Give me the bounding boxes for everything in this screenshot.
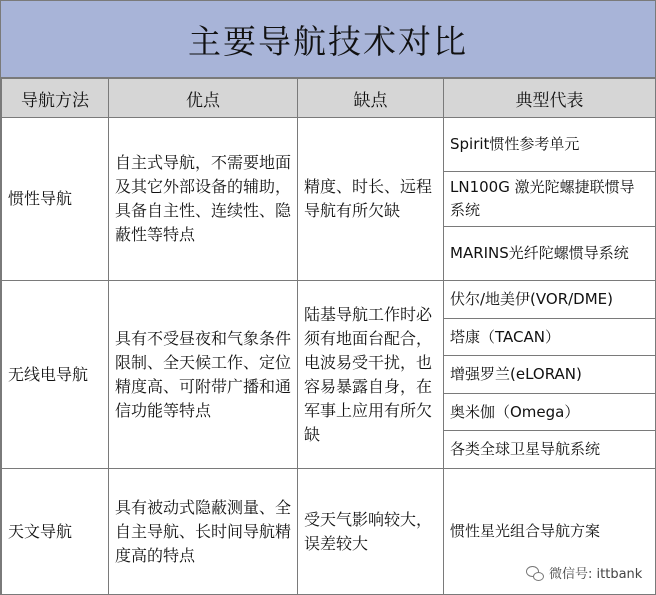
- cons-cell: 受天气影响较大，误差较大: [298, 469, 444, 595]
- watermark-text: 微信号: ittbank: [549, 567, 643, 582]
- representative-cell: LN100G 激光陀螺捷联惯导系统: [444, 172, 656, 227]
- pros-cell: 具有被动式隐蔽测量、全自主导航、长时间导航精度高的特点: [109, 469, 298, 595]
- cons-cell: 精度、时长、远程导航有所欠缺: [298, 118, 444, 281]
- representative-cell: 增强罗兰(eLORAN): [444, 356, 656, 394]
- table-row: [2, 281, 656, 319]
- method-cell: 天文导航: [2, 469, 109, 595]
- method-cell: 无线电导航: [2, 281, 109, 469]
- representative-cell: MARINS光纤陀螺惯导系统: [444, 227, 656, 281]
- header-row: [2, 79, 656, 118]
- representative-cell: 惯性星光组合导航方案: [444, 469, 656, 595]
- header-method: 导航方法: [2, 79, 109, 118]
- representative-cell: 各类全球卫星导航系统: [444, 431, 656, 469]
- pros-cell: 具有不受昼夜和气象条件限制、全天候工作、定位精度高、可附带广播和通信功能等特点: [109, 281, 298, 469]
- representative-cell: Spirit惯性参考单元: [444, 118, 656, 172]
- cons-cell: 陆基导航工作时必须有地面台配合，电波易受干扰，也容易暴露自身，在军事上应用有所欠缺: [298, 281, 444, 469]
- wechat-icon: [526, 565, 544, 581]
- page-title: 主要导航技术对比: [1, 1, 655, 78]
- header-representatives: 典型代表: [444, 79, 656, 118]
- header-pros: 优点: [109, 79, 298, 118]
- pros-cell: 自主式导航，不需要地面及其它外部设备的辅助，具备自主性、连续性、隐蔽性等特点: [109, 118, 298, 281]
- representative-cell: 伏尔/地美伊(VOR/DME): [444, 281, 656, 319]
- method-cell: 惯性导航: [2, 118, 109, 281]
- representative-cell: 奥米伽（Omega）: [444, 394, 656, 431]
- table-row: [2, 118, 656, 172]
- wechat-watermark: [526, 563, 642, 582]
- header-cons: 缺点: [298, 79, 444, 118]
- representative-cell: 塔康（TACAN）: [444, 319, 656, 356]
- navigation-comparison-table: [1, 78, 656, 595]
